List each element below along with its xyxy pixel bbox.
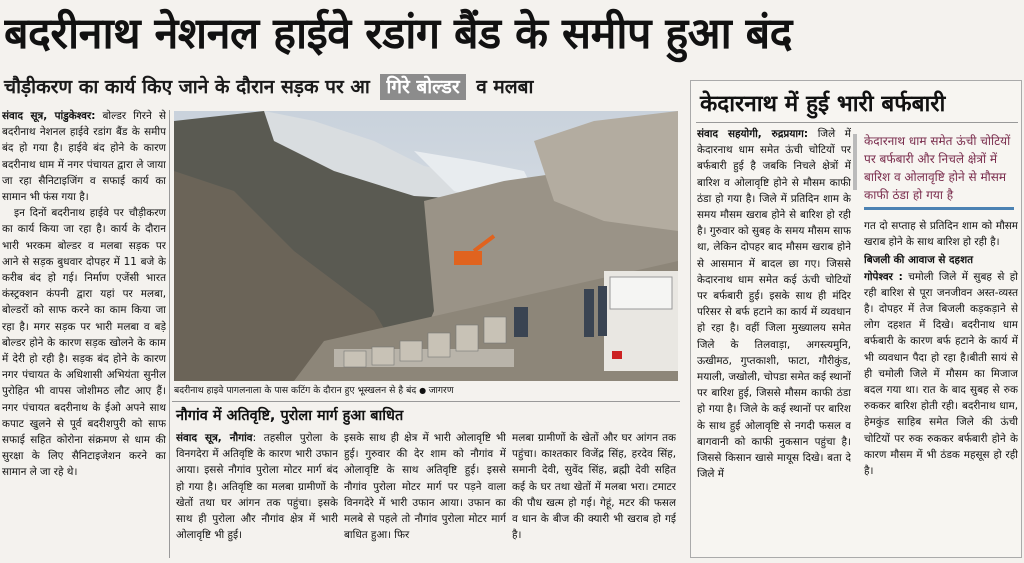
photo-caption [174, 383, 678, 399]
kedarnath-column-1 [697, 126, 851, 556]
lightning-subheading: बिजली की आवाज से दहशत [864, 254, 974, 267]
sub-headline-part-1: चौड़ीकरण का कार्य किए जाने के दौरान सड़क पर आ [4, 76, 370, 98]
column-divider [169, 110, 170, 558]
naugaon-column-3 [512, 430, 676, 558]
kedarnath-dateline: संवाद सहयोगी, रुद्रप्रयाग: [697, 128, 809, 140]
landslide-photo [174, 111, 678, 381]
sub-headline-highlight: गिरे बोल्डर [380, 74, 465, 100]
naugaon-dateline: संवाद सूत्र, नौगांव [176, 432, 253, 444]
kedarnath-headline: केदारनाथ में हुई भारी बर्फबारी [700, 91, 946, 117]
landslide-photo-image [174, 111, 678, 381]
article-para-1: बोल्डर गिरने से बदरीनाथ नेशनल हाईवे रडांग बैंड के समीप बंद हो गया है। हाईवे बंद होने के कारण बदरीनाथ धाम में नगर पंचायत द्वारा ले जाया जा रहा सैनिटाइजिंग व सफाई कार्य का सामान भी फंस गया है। [2, 110, 166, 204]
article-para-2: इन दिनों बदरीनाथ हाईवे पर चौड़ीकरण का कार्य किया जा रहा है। कार्य के दौरान भारी भरकम बोल्डर व मलबा सड़क पर आने से सड़क बुधवार दोपहर में 11 बजे के करीब बंद हो गई। निर्माण एजेंसी भारत कंस्ट्रक्शन कंपनी द्वारा यहां पर मलबा, बोल्डरों को साफ करने का काम किया जा रहा है। मगर सड़क पर भारी मलबा व बड़े बोल्डर होने के कारण सड़क खोलने के काम में देरी हो रही है। सड़क बंद होने के कारण नगर पंचायत के अधिशासी अभियंता सुनील पुरोहित भी वापस जोशीमठ लौट आए हैं। नगर पंचायत बदरीनाथ के ईओ अपने साथ कपाट खुलने से पूर्व बदरीशपुरी को साफ सफाई सहित कोरोना संक्रमण से धाम की सुरक्षा के लिए सैनिटाइजेशन करने का सामान ले जा रहे थे। [2, 207, 166, 479]
sub-headline-part-2: व मलबा [476, 76, 534, 98]
naugaon-column-1 [176, 430, 338, 558]
kedarnath-column-2 [864, 218, 1018, 556]
naugaon-text-1: : तहसील पुरोला के विनगदेरा में अतिवृष्टि के कारण भारी उफान आया। इससे नौगांव पुरोला मोटर मार्ग बंद हो गया है। अतिवृष्टि का मलबा ग्रामीणों के खेतों तथा घर आंगन तक पहुंचा। इसके साथ ही पुरोला और नौगांव क्षेत्र में भारी ओलावृष्टि भी हुई। [176, 432, 338, 542]
camera-icon: ● [419, 386, 429, 395]
naugaon-text-2: इसके साथ ही क्षेत्र में भारी ओलावृष्टि भी हुई। गुरुवार की देर शाम को नौगांव में ओलावृष्टि के साथ अतिवृष्टि हुई। इससे नौगांव पुरोला मोटर मार्ग पर पड़ने वाला विनगदेरे में भारी उफान आया। उफान का मलबे से पहले तो नौगांव पुरोला मोटर मार्ग बाधित हुआ। फिर [344, 432, 506, 542]
caption-text: बदरीनाथ हाइवे पागलनाला के पास कटिंग के दौरान हुए भूस्खलन से है बंद [174, 385, 417, 396]
pull-quote: केदारनाथ धाम समेत ऊंची चोटियों पर बर्फबारी और निचले क्षेत्रों में बारिश व ओलावृष्टि होने से मौसम काफी ठंडा हो गया है [864, 132, 1014, 210]
naugaon-headline: नौगांव में अतिवृष्टि, पुरोला मार्ग हुआ बाधित [176, 408, 404, 424]
page-headline: बदरीनाथ नेशनल हाईवे रडांग बैंड के समीप हुआ बंद [4, 9, 792, 59]
photo-credit: जागरण [428, 385, 454, 396]
gopeshwar-dateline: गोपेश्वर : [864, 270, 903, 283]
sub-headline [4, 70, 533, 104]
kedarnath-text-2: गत दो सप्ताह से प्रतिदिन शाम को मौसम खराब होने के साथ बारिश हो रही है। [864, 220, 1018, 249]
section-divider [172, 401, 680, 402]
dateline: संवाद सूत्र, पांडुकेश्वर: [2, 110, 96, 122]
quote-bar [853, 134, 857, 190]
article-column-1 [2, 108, 166, 560]
kedarnath-text-1: जिले में केदारनाथ धाम समेत ऊंची चोटियों पर बर्फबारी हुई है जबकि निचले क्षेत्रों में बारिश व ओलावृष्टि होने से मौसम काफी ठंडा हो गया है। जिले में प्रतिदिन शाम के समय मौसम खराब होने से बारिश हो रही है। गुरुवार को सुबह के समय मौसम साफ था, लेकिन दोपहर बाद मौसम खराब होने से आसमान में बादल छा गए। जिससे केदारनाथ धाम समेत कई ऊंची चोटियों पर बर्फबारी हुई। इसके साथ ही मंदिर परिसर से बर्फ हटाने का कार्य में व्यवधान हो रहा है। वहीं जिला मुख्यालय समेत जिले के तिलवाड़ा, अगस्त्यमुनि, ऊखीमठ, गुप्तकाशी, फाटा, गौरीकुंड, मयाली, जखोली, चोपडा समेत कई स्थानों पर बारिश हुई, जिससे मौसम काफी ठंडा हो गया है। जिले के कई स्थानों पर बारिश के साथ हुई ओलावृष्टि से नगदी फसल व बागवानी को काफी नुकसान पहुंचा है। जिससे किसान खासे मायूस दिखे। बता दे जिले में [697, 128, 851, 481]
kedarnath-text-3: चमोली जिले में सुबह से हो रही बारिश से पूरा जनजीवन अस्त-व्यस्त है। दोपहर में तेज बिजली कड़कड़ाने से लोग दहशत में दिखे। बदरीनाथ धाम बर्फबारी के कारण बर्फ हटाने के कार्य में भी व्यवधान पैदा हो रहा है।बीती सायं से ही चमोली जिले में मौसम का मिजाज बदल गया था। रात के बाद सुबह से रुक रुककर बारिश होती रही। बदरीनाथ धाम, हेमकुंड साहिब समेत जिले की ऊंची चोटियों पर रुक रुककर बर्फबारी होने के कारण मौसम में भी ठंडक महसूस हो रही है। [864, 270, 1018, 478]
naugaon-column-2 [344, 430, 506, 558]
kedarnath-title-rule [696, 122, 1018, 123]
naugaon-text-3: मलबा ग्रामीणों के खेतों और घर आंगन तक पहुंचा। काश्तकार विजेंद्र सिंह, हरदेव सिंह, समानी देवी, सुवेंद सिंह, ब्रह्मी देवी सहित कई के घर तथा खेतों में मलबा भरा। टमाटर की पौध खत्म हो गई। गेहूं, मटर की फसल व धान के बीज की क्यारी भी खराब हो गई है। [512, 432, 676, 542]
